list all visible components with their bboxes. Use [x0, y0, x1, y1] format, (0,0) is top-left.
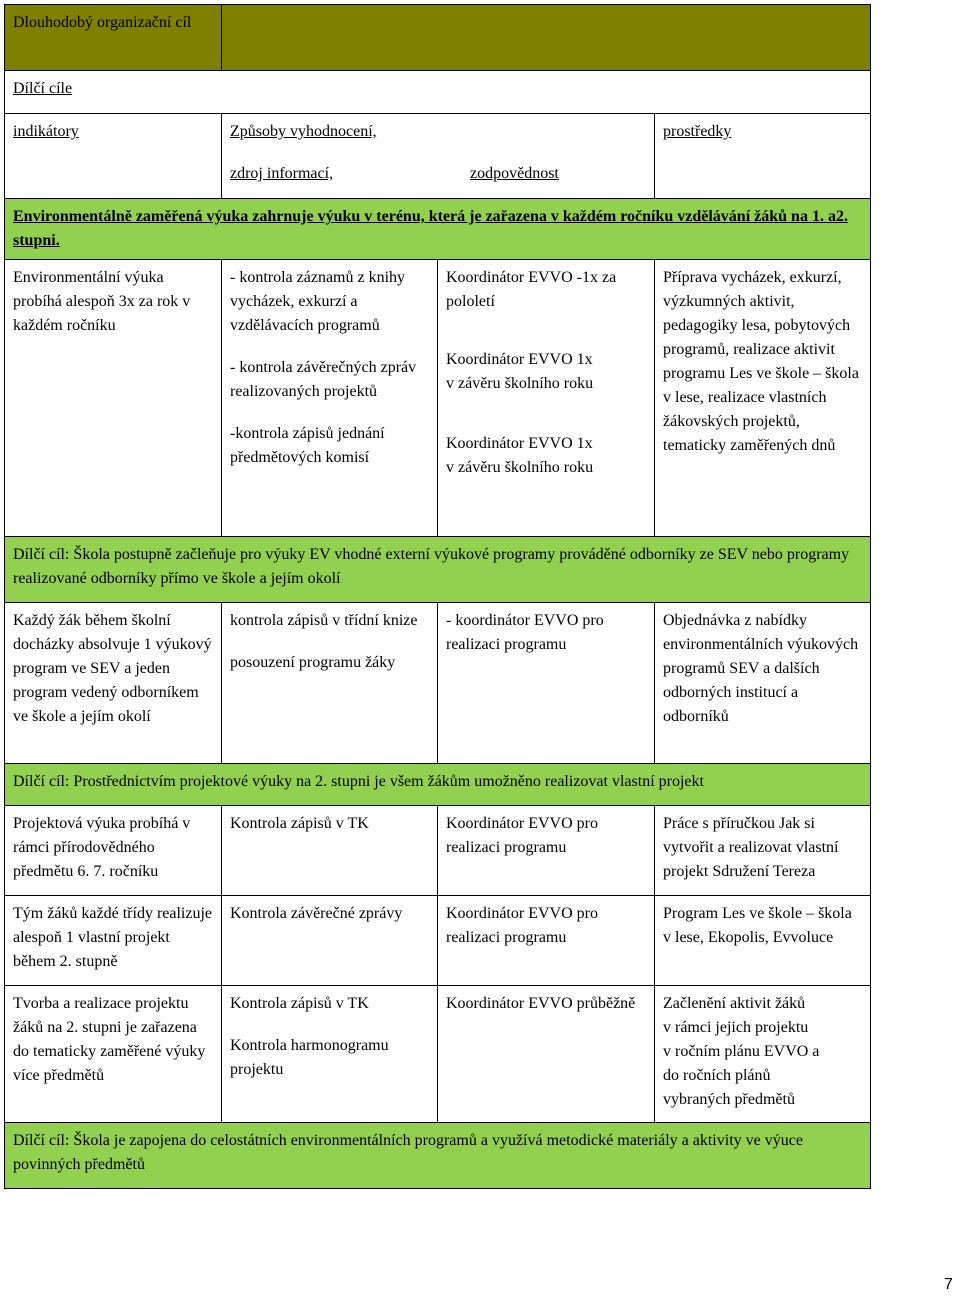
evaluation-item: -kontrola zápisů jednání předmětových komisí [230, 425, 385, 466]
partial-goals-label: Dílčí cíle [13, 80, 73, 97]
source-label: zdroj informací, [230, 165, 334, 182]
section-1-responsibility [438, 260, 655, 537]
section-3-goal: Dílčí cíl: Prostřednictvím projektové výuky na 2. stupni je všem žákům umožněno realizovat vlastní projekt [5, 764, 871, 806]
evaluation-item: Kontrola zápisů v TK [230, 995, 369, 1012]
section-2-goal: Dílčí cíl: Škola postupně začleňuje pro výuky EV vhodné externí výukové programy prováděné odborníky ze SEV nebo programy realizované odborníky přímo ve škole a jejím okolí [5, 537, 871, 603]
section-3-means: Program Les ve škole – škola v lese, Ekopolis, Evvoluce [655, 896, 871, 986]
page-number: 7 [944, 1276, 953, 1293]
evaluation-item: Kontrola harmonogramu projektu [230, 1037, 389, 1078]
table-row [5, 764, 871, 806]
responsibility-item: Koordinátor EVVO -1x za pololetí [446, 269, 617, 310]
section-2-indicator: Každý žák během školní docházky absolvuje 1 výukový program ve SEV a jeden program vedený odborníkem ve škole a jejím okolí [5, 603, 222, 764]
table-row [5, 896, 871, 986]
partial-goals-heading [5, 71, 871, 114]
evaluation-item: - kontrola záznamů z knihy vycházek, exkurzí a vzdělávacích programů [230, 269, 406, 334]
evaluation-label: Způsoby vyhodnocení, [230, 123, 377, 140]
table-row [5, 986, 871, 1123]
section-3-evaluation: Kontrola závěrečné zprávy [222, 896, 438, 986]
table-row [5, 71, 871, 114]
table-row [5, 1123, 871, 1189]
section-3-indicator: Projektová výuka probíhá v rámci přírodovědného předmětu 6. 7. ročníku [5, 806, 222, 896]
responsibility-item: Koordinátor EVVO 1x v závěru školního roku [446, 351, 594, 392]
section-2-means: Objednávka z nabídky environmentálních výukových programů SEV a dalších odborných institucí a odborníků [655, 603, 871, 764]
col-header-evaluation [222, 114, 655, 199]
section-3-indicator: Tvorba a realizace projektu žáků na 2. stupni je zařazena do tematicky zaměřené výuky více předmětů [5, 986, 222, 1123]
table-row [5, 199, 871, 260]
evaluation-item: kontrola zápisů v třídní knize [230, 612, 418, 629]
col-header-sub [230, 162, 646, 186]
long-term-goal-value [222, 5, 871, 71]
section-3-means: Práce s příručkou Jak si vytvořit a realizovat vlastní projekt Sdružení Tereza [655, 806, 871, 896]
section-3-responsibility: Koordinátor EVVO pro realizaci programu [438, 806, 655, 896]
indicators-label: indikátory [13, 123, 79, 140]
means-label: prostředky [663, 123, 732, 140]
section-3-evaluation: Kontrola zápisů v TK [222, 806, 438, 896]
section-1-indicator: Environmentální výuka probíhá alespoň 3x za rok v každém ročníku [5, 260, 222, 537]
table-row [5, 537, 871, 603]
section-1-evaluation [222, 260, 438, 537]
section-1-goal: Environmentálně zaměřená výuka zahrnuje výuku v terénu, která je zařazena v každém ročníku vzdělávání žáků na 1. a2. stupni. [5, 199, 871, 260]
section-3-evaluation [222, 986, 438, 1123]
table-row [5, 260, 871, 537]
section-3-responsibility: Koordinátor EVVO pro realizaci programu [438, 896, 655, 986]
table-row [5, 603, 871, 764]
table-row [5, 114, 871, 199]
responsibility-item: Koordinátor EVVO 1x v závěru školního roku [446, 435, 594, 476]
section-4-goal: Dílčí cíl: Škola je zapojena do celostátních environmentálních programů a využívá metodické materiály a aktivity ve výuce povinných předmětů [5, 1123, 871, 1189]
section-3-indicator: Tým žáků každé třídy realizuje alespoň 1 vlastní projekt během 2. stupně [5, 896, 222, 986]
section-1-means: Příprava vycházek, exkurzí, výzkumných aktivit, pedagogiky lesa, pobytových programů, realizace aktivit programu Les ve škole – škola v lese, realizace vlastních žákovských projektů, tematicky zaměřených dnů [655, 260, 871, 537]
section-3-means: Začlenění aktivit žáků v rámci jejich projektu v ročním plánu EVVO a do ročních plánů vybraných předmětů [655, 986, 871, 1123]
evaluation-item: posouzení programu žáky [230, 654, 396, 671]
responsibility-label: zodpovědnost [470, 165, 559, 182]
environmental-plan-table [4, 4, 871, 1189]
col-header-means [655, 114, 871, 199]
table-row [5, 806, 871, 896]
col-header-indicators [5, 114, 222, 199]
section-2-responsibility: - koordinátor EVVO pro realizaci programu [438, 603, 655, 764]
evaluation-item: - kontrola závěrečných zpráv realizovaných projektů [230, 359, 417, 400]
table-row [5, 5, 871, 71]
section-2-evaluation [222, 603, 438, 764]
long-term-goal-label: Dlouhodobý organizační cíl [5, 5, 222, 71]
section-3-responsibility: Koordinátor EVVO průběžně [438, 986, 655, 1123]
